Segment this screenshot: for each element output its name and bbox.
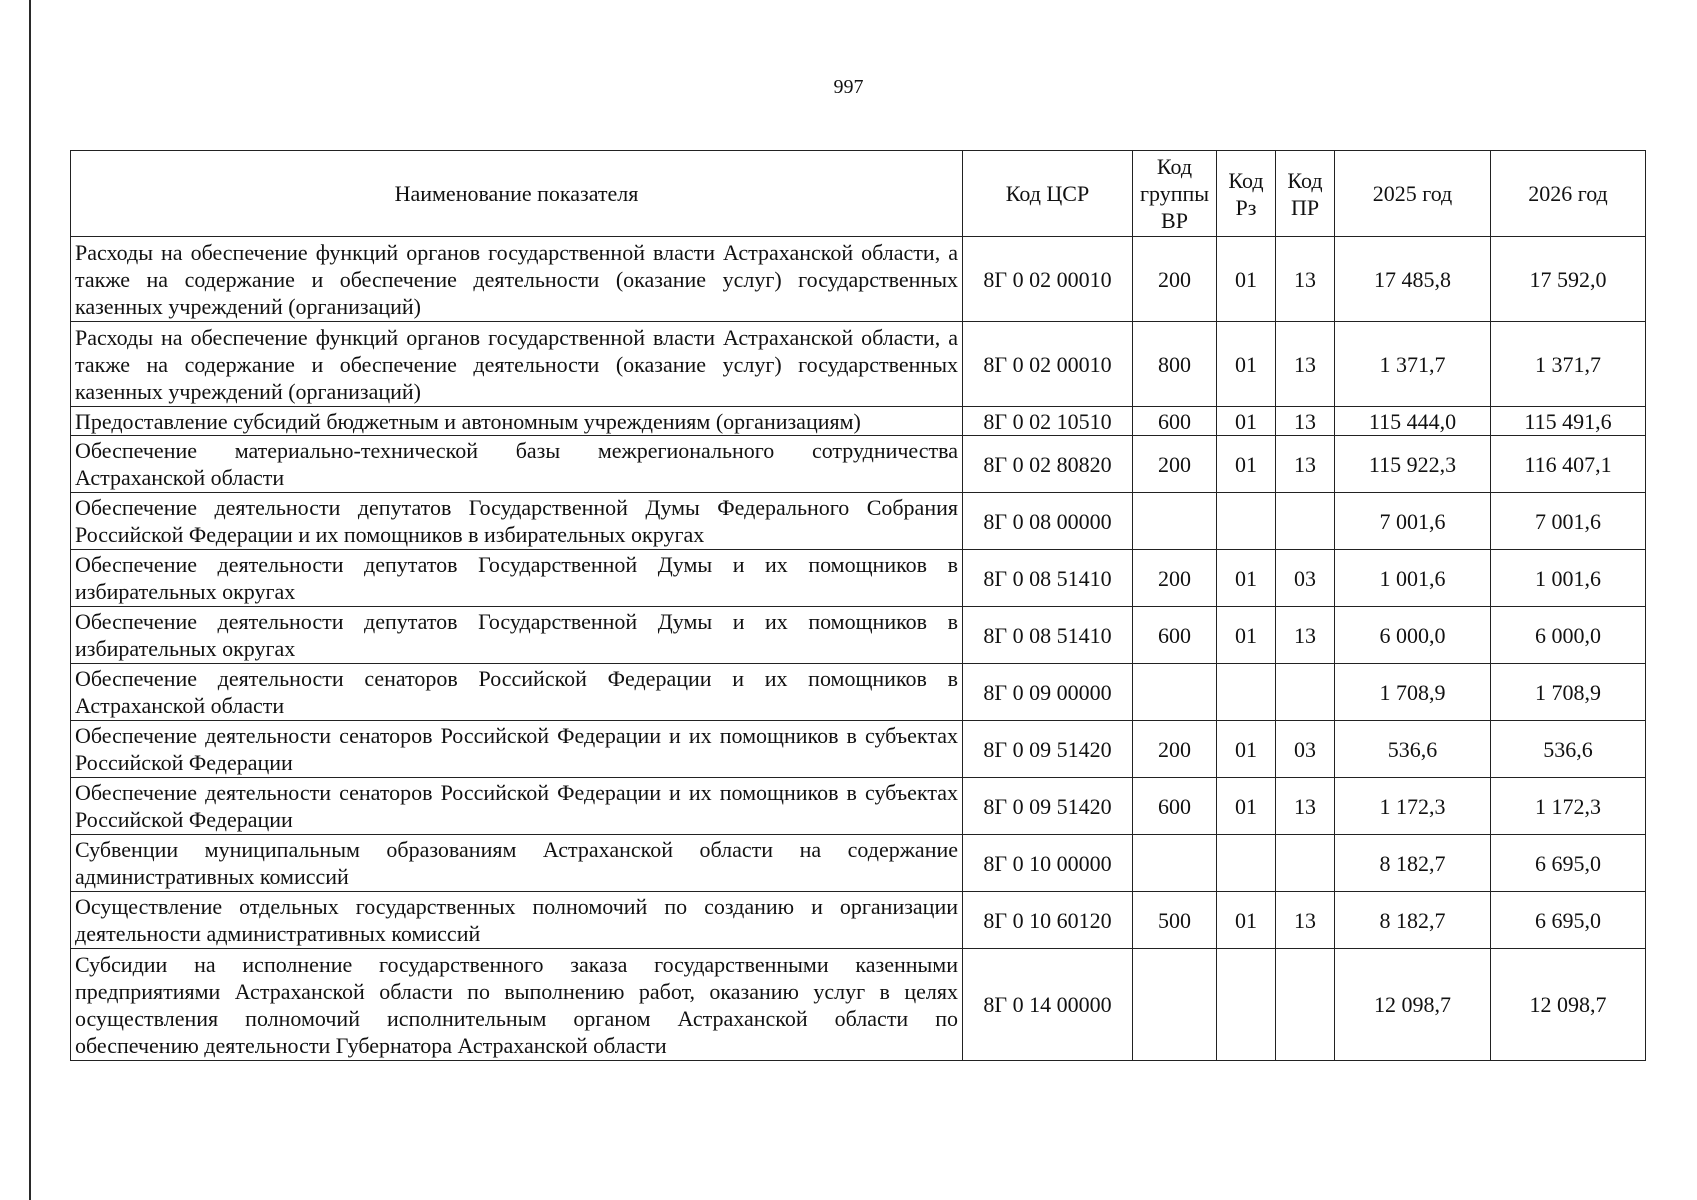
cell-2026: 6 000,0 [1491, 607, 1646, 664]
cell-rz: 01 [1217, 778, 1276, 835]
cell-name: Обеспечение деятельности сенаторов Российской Федерации и их помощников в субъектах Российской Федерации [71, 721, 963, 778]
cell-2026: 1 001,6 [1491, 550, 1646, 607]
cell-vr: 800 [1133, 322, 1217, 407]
cell-rz: 01 [1217, 237, 1276, 322]
cell-name: Обеспечение материально-технической базы межрегионального сотрудничества Астраханской области [71, 436, 963, 493]
cell-pr: 13 [1276, 607, 1335, 664]
header-rz: Код Рз [1217, 151, 1276, 237]
cell-2025: 8 182,7 [1335, 835, 1491, 892]
cell-name: Расходы на обеспечение функций органов государственной власти Астраханской области, а также на содержание и обеспечение деятельности (оказание услуг) государственных казенных учреждений (организаций) [71, 237, 963, 322]
cell-2025: 8 182,7 [1335, 892, 1491, 949]
cell-vr [1133, 835, 1217, 892]
cell-name: Предоставление субсидий бюджетным и автономным учреждениям (организациям) [71, 407, 963, 436]
cell-pr: 13 [1276, 778, 1335, 835]
cell-csr: 8Г 0 02 00010 [963, 237, 1133, 322]
cell-2026: 536,6 [1491, 721, 1646, 778]
cell-csr: 8Г 0 08 51410 [963, 607, 1133, 664]
table-row [71, 237, 1646, 322]
cell-rz [1217, 493, 1276, 550]
cell-csr: 8Г 0 09 51420 [963, 721, 1133, 778]
cell-csr: 8Г 0 09 51420 [963, 778, 1133, 835]
cell-vr [1133, 664, 1217, 721]
cell-pr [1276, 664, 1335, 721]
cell-csr: 8Г 0 08 00000 [963, 493, 1133, 550]
table-row [71, 835, 1646, 892]
cell-pr [1276, 835, 1335, 892]
cell-2026: 116 407,1 [1491, 436, 1646, 493]
cell-vr: 600 [1133, 407, 1217, 436]
table-row [71, 550, 1646, 607]
cell-pr [1276, 493, 1335, 550]
cell-csr: 8Г 0 08 51410 [963, 550, 1133, 607]
cell-name: Обеспечение деятельности депутатов Государственной Думы и их помощников в избирательных округах [71, 607, 963, 664]
cell-csr: 8Г 0 02 10510 [963, 407, 1133, 436]
cell-2026: 12 098,7 [1491, 949, 1646, 1061]
cell-2025: 7 001,6 [1335, 493, 1491, 550]
cell-2026: 6 695,0 [1491, 835, 1646, 892]
page-number: 997 [833, 76, 864, 98]
cell-rz [1217, 835, 1276, 892]
header-row [71, 151, 1646, 237]
table-row [71, 493, 1646, 550]
cell-2026: 1 371,7 [1491, 322, 1646, 407]
cell-csr: 8Г 0 09 00000 [963, 664, 1133, 721]
cell-2025: 17 485,8 [1335, 237, 1491, 322]
cell-2026: 1 708,9 [1491, 664, 1646, 721]
cell-pr [1276, 949, 1335, 1061]
table-row [71, 322, 1646, 407]
cell-2026: 7 001,6 [1491, 493, 1646, 550]
header-pr: Код ПР [1276, 151, 1335, 237]
left-margin-line [29, 0, 31, 1200]
budget-table [70, 150, 1646, 1061]
cell-2026: 17 592,0 [1491, 237, 1646, 322]
cell-2025: 115 444,0 [1335, 407, 1491, 436]
cell-name: Субвенции муниципальным образованиям Астраханской области на содержание административных комиссий [71, 835, 963, 892]
cell-2025: 6 000,0 [1335, 607, 1491, 664]
cell-2026: 115 491,6 [1491, 407, 1646, 436]
cell-2026: 1 172,3 [1491, 778, 1646, 835]
cell-name: Обеспечение деятельности депутатов Государственной Думы и их помощников в избирательных округах [71, 550, 963, 607]
cell-2025: 1 708,9 [1335, 664, 1491, 721]
table-row [71, 949, 1646, 1061]
cell-2026: 6 695,0 [1491, 892, 1646, 949]
table-row [71, 778, 1646, 835]
header-name: Наименование показателя [71, 151, 963, 237]
cell-name: Обеспечение деятельности сенаторов Российской Федерации и их помощников в субъектах Российской Федерации [71, 778, 963, 835]
cell-csr: 8Г 0 02 80820 [963, 436, 1133, 493]
cell-vr: 600 [1133, 778, 1217, 835]
cell-vr: 200 [1133, 436, 1217, 493]
header-2025: 2025 год [1335, 151, 1491, 237]
table-row [71, 892, 1646, 949]
cell-pr: 13 [1276, 237, 1335, 322]
cell-rz [1217, 949, 1276, 1061]
cell-vr: 200 [1133, 550, 1217, 607]
table-row [71, 721, 1646, 778]
cell-2025: 1 172,3 [1335, 778, 1491, 835]
cell-name: Расходы на обеспечение функций органов государственной власти Астраханской области, а также на содержание и обеспечение деятельности (оказание услуг) государственных казенных учреждений (организаций) [71, 322, 963, 407]
cell-pr: 13 [1276, 407, 1335, 436]
header-2026: 2026 год [1491, 151, 1646, 237]
header-vr: Код группы ВР [1133, 151, 1217, 237]
cell-2025: 1 001,6 [1335, 550, 1491, 607]
cell-name: Осуществление отдельных государственных полномочий по созданию и организации деятельности административных комиссий [71, 892, 963, 949]
cell-2025: 115 922,3 [1335, 436, 1491, 493]
cell-rz: 01 [1217, 550, 1276, 607]
cell-pr: 13 [1276, 322, 1335, 407]
cell-vr: 200 [1133, 721, 1217, 778]
cell-csr: 8Г 0 14 00000 [963, 949, 1133, 1061]
cell-rz: 01 [1217, 607, 1276, 664]
cell-vr: 600 [1133, 607, 1217, 664]
cell-rz: 01 [1217, 407, 1276, 436]
cell-rz: 01 [1217, 322, 1276, 407]
table-row [71, 436, 1646, 493]
cell-name: Обеспечение деятельности депутатов Государственной Думы Федерального Собрания Российской Федерации и их помощников в избирательных округах [71, 493, 963, 550]
cell-vr: 500 [1133, 892, 1217, 949]
cell-pr: 03 [1276, 721, 1335, 778]
cell-2025: 1 371,7 [1335, 322, 1491, 407]
cell-rz [1217, 664, 1276, 721]
cell-rz: 01 [1217, 892, 1276, 949]
table-row [71, 607, 1646, 664]
cell-vr: 200 [1133, 237, 1217, 322]
cell-2025: 12 098,7 [1335, 949, 1491, 1061]
cell-csr: 8Г 0 10 60120 [963, 892, 1133, 949]
table-row [71, 664, 1646, 721]
cell-2025: 536,6 [1335, 721, 1491, 778]
cell-pr: 13 [1276, 892, 1335, 949]
cell-pr: 03 [1276, 550, 1335, 607]
cell-name: Субсидии на исполнение государственного заказа государственными казенными предприятиями Астраханской области по выполнению работ, оказанию услуг в целях осуществления полномочий исполнительным органом Астраханской области по обеспечению деятельности Губернатора Астраханской области [71, 949, 963, 1061]
cell-csr: 8Г 0 02 00010 [963, 322, 1133, 407]
header-csr: Код ЦСР [963, 151, 1133, 237]
cell-vr [1133, 493, 1217, 550]
cell-csr: 8Г 0 10 00000 [963, 835, 1133, 892]
cell-rz: 01 [1217, 721, 1276, 778]
cell-name: Обеспечение деятельности сенаторов Российской Федерации и их помощников в Астраханской области [71, 664, 963, 721]
cell-pr: 13 [1276, 436, 1335, 493]
table-row [71, 407, 1646, 436]
cell-vr [1133, 949, 1217, 1061]
cell-rz: 01 [1217, 436, 1276, 493]
